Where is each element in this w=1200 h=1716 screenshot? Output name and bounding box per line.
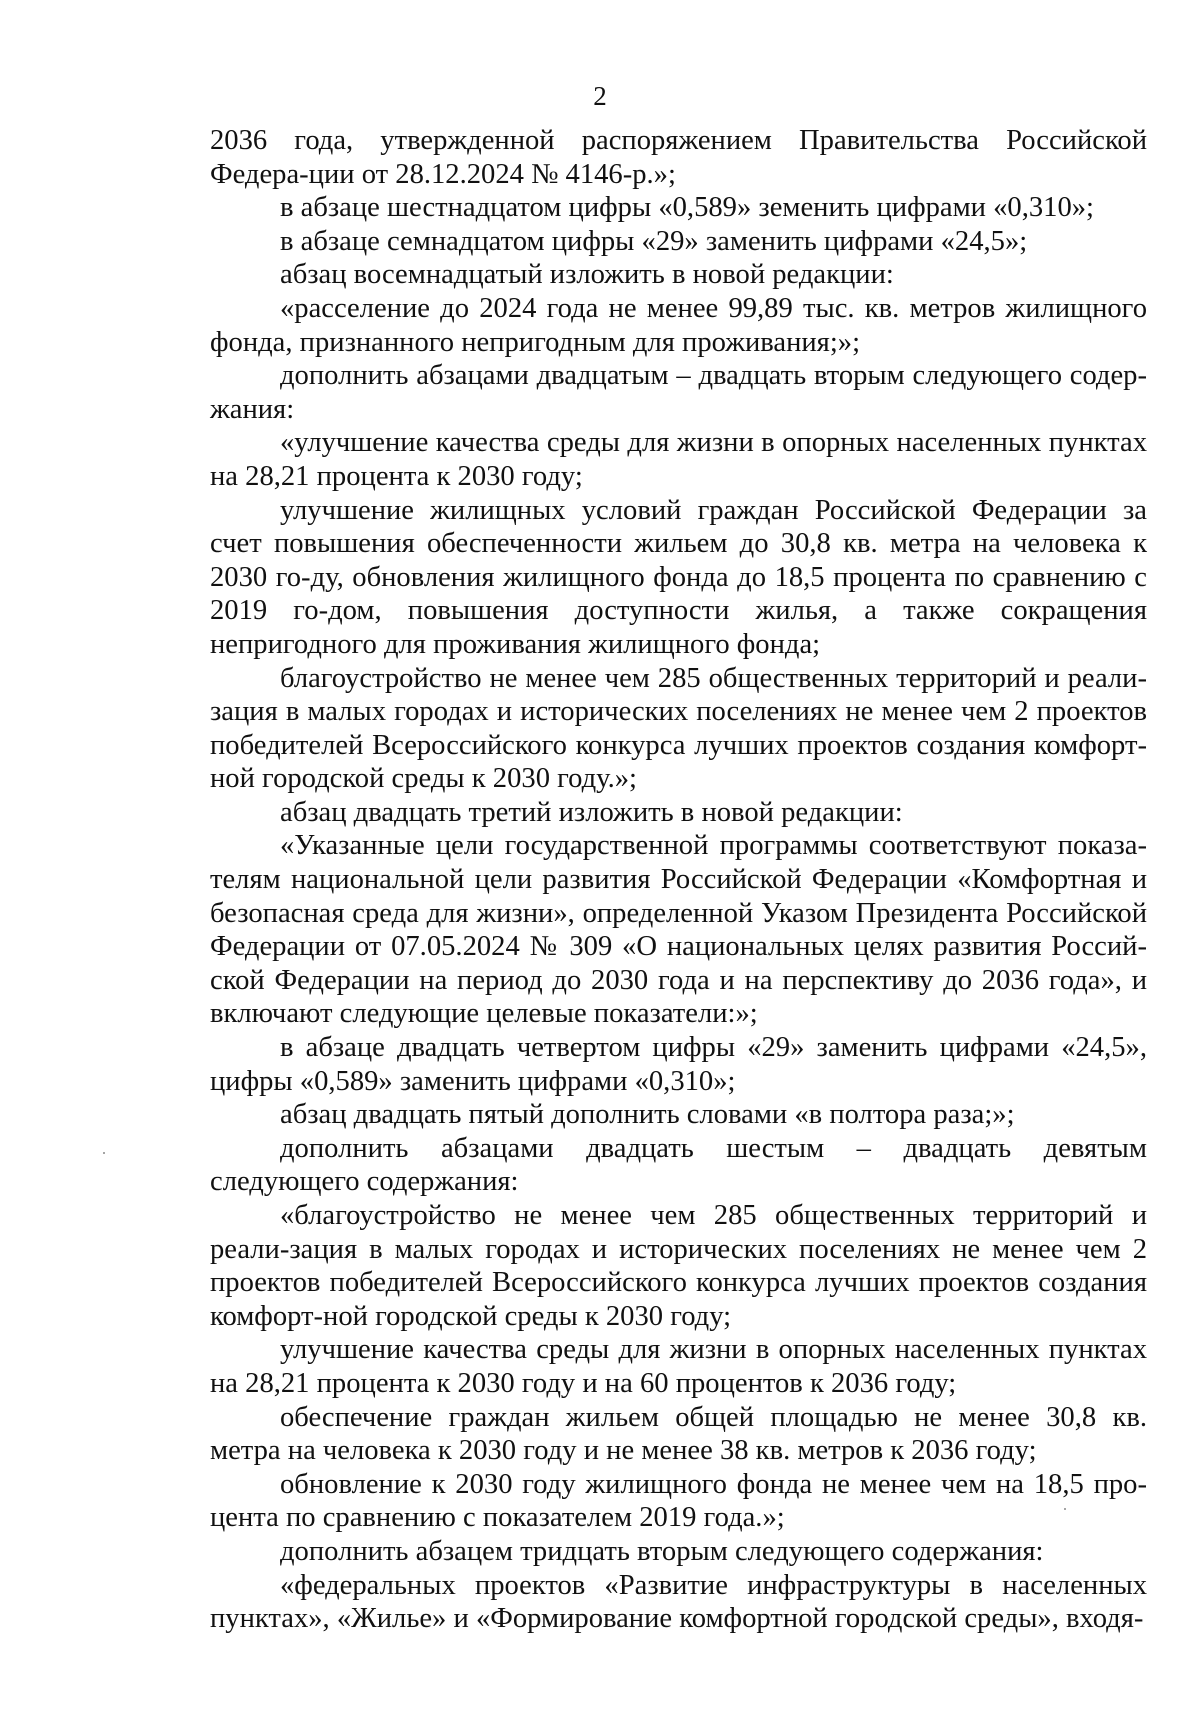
scan-speck [103,1152,105,1154]
paragraph: «расселение до 2024 года не менее 99,89 тыс. кв. метров жилищного фонда, признанного непригодным для проживания;»; [210,292,1147,358]
body-text [210,124,1147,1636]
paragraph: обеспечение граждан жильем общей площадью не менее 30,8 кв. метра на человека к 2030 году и не менее 38 кв. метров к 2036 году; [210,1401,1147,1467]
page-number: 2 [593,81,607,111]
paragraph: в абзаце семнадцатом цифры «29» заменить цифрами «24,5»; [280,225,1028,257]
paragraph: улучшение жилищных условий граждан Российской Федерации за счет повышения обеспеченности жильем до 30,8 кв. метра на человека к 2030 го-ду, обновления жилищного фонда до 18,5 процента по сравнению с 2019 го-дом, повышения доступности жилья, а также сокращения непригодного для проживания жилищного фонда; [210,494,1147,660]
scan-speck [1064,1508,1066,1510]
paragraph: обновление к 2030 году жилищного фонда не менее чем на 18,5 про-цента по сравнению с показателем 2019 года.»; [210,1468,1147,1534]
paragraph: «Указанные цели государственной программы соответствуют показа-телям национальной цели развития Российской Федерации «Комфортная и безопасная среда для жизни», определенной Указом Президента Российской Федерации от 07.05.2024 № 309 «О национальных целях развития Россий-ской Федерации на период до 2030 года и на перспективу до 2036 года», и включают следующие целевые показатели:»; [210,830,1147,1030]
paragraph: 2036 года, утвержденной распоряжением Правительства Российской Федера-ции от 28.12.2024 № 4146-р.»; [210,125,1147,190]
paragraph: «федеральных проектов «Развитие инфраструктуры в населенных пунктах», «Жилье» и «Формирование комфортной городской среды», входя- [210,1569,1147,1635]
paragraph: благоустройство не менее чем 285 общественных территорий и реали-зация в малых городах и исторических поселениях не менее чем 2 проектов победителей Всероссийского конкурса лучших проектов создания комфорт-ной городской среды к 2030 году.»; [210,662,1147,795]
paragraph: дополнить абзацами двадцать шестым – двадцать девятым следующего содержания: [210,1132,1147,1198]
paragraph: «улучшение качества среды для жизни в опорных населенных пунктах на 28,21 процента к 2030 году; [210,427,1147,492]
paragraph: абзац двадцать третий изложить в новой редакции: [280,796,903,828]
paragraph: улучшение качества среды для жизни в опорных населенных пунктах на 28,21 процента к 2030 году и на 60 процентов к 2036 году; [210,1334,1147,1399]
paragraph: в абзаце двадцать четвертом цифры «29» заменить цифрами «24,5», цифры «0,589» заменить цифрами «0,310»; [210,1032,1147,1097]
paragraph: в абзаце шестнадцатом цифры «0,589» земенить цифрами «0,310»; [280,192,1095,224]
paragraph: дополнить абзацами двадцатым – двадцать вторым следующего содер-жания: [210,360,1147,425]
paragraph: абзац восемнадцатый изложить в новой редакции: [280,259,894,291]
paragraph: «благоустройство не менее чем 285 общественных территорий и реали-зация в малых городах и исторических поселениях не менее чем 2 проектов победителей Всероссийского конкурса лучших проектов создания комфорт-ной городской среды к 2030 году; [210,1200,1147,1332]
paragraph: дополнить абзацем тридцать вторым следующего содержания: [280,1535,1044,1567]
paragraph: абзац двадцать пятый дополнить словами «в полтора раза;»; [280,1099,1015,1131]
